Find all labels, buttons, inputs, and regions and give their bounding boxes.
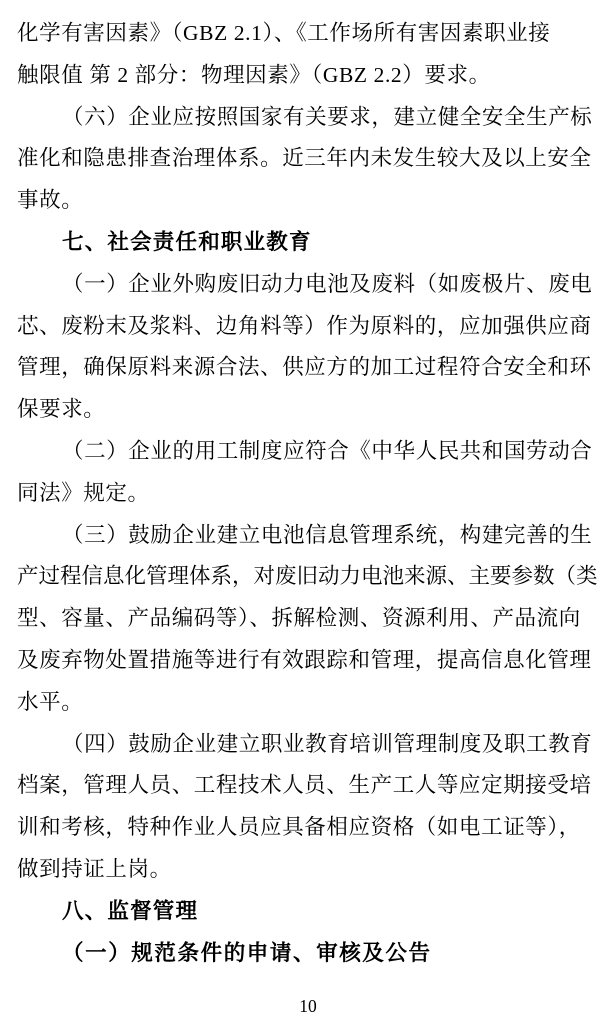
- heading-line: 八、监督管理: [62, 898, 199, 924]
- text-line: （三）鼓励企业建立电池信息管理系统，构建完善的生: [62, 522, 593, 547]
- text-line: 触限值 第 2 部分：物理因素》（GBZ 2.2）要求。: [17, 62, 491, 87]
- text-line: 训和考核，特种作业人员应具备相应资格（如电工证等），: [17, 815, 581, 840]
- text-line: 同法》规定。: [17, 480, 150, 505]
- subheading-line: （一）规范条件的申请、审核及公告: [62, 940, 432, 965]
- text-line: 型、容量、产品编码等）、拆解检测、资源利用、产品流向: [17, 606, 581, 631]
- text-line: （四）鼓励企业建立职业教育培训管理制度及职工教育: [62, 731, 593, 756]
- page-number: 10: [299, 996, 317, 1016]
- text-line: 做到持证上岗。: [17, 856, 172, 881]
- text-line: 水平。: [17, 689, 84, 714]
- text-line: 事故。: [17, 188, 84, 213]
- text-line: （一）企业外购废旧动力电池及废料（如废极片、废电: [62, 271, 593, 296]
- heading-line: 七、社会责任和职业教育: [62, 229, 312, 255]
- text-line: 管理，确保原料来源合法、供应方的加工过程符合安全和环: [17, 355, 592, 380]
- document-content: [17, 13, 601, 974]
- text-line: 准化和隐患排查治理体系。近三年内未发生较大及以上安全: [17, 146, 592, 171]
- text-line: 产过程信息化管理体系，对废旧动力电池来源、主要参数（类: [17, 564, 598, 589]
- text-line: （六）企业应按照国家有关要求，建立健全安全生产标: [62, 104, 593, 129]
- text-line: 及废弃物处置措施等进行有效跟踪和管理，提高信息化管理: [17, 647, 592, 672]
- text-line: 化学有害因素》（GBZ 2.1）、《工作场所有害因素职业接: [17, 21, 551, 45]
- text-line: 保要求。: [17, 397, 106, 422]
- text-line: （二）企业的用工制度应符合《中华人民共和国劳动合: [62, 438, 593, 463]
- text-line: 芯、废粉末及浆料、边角料等）作为原料的，应加强供应商: [17, 313, 592, 338]
- text-line: 档案，管理人员、工程技术人员、生产工人等应定期接受培: [17, 773, 592, 798]
